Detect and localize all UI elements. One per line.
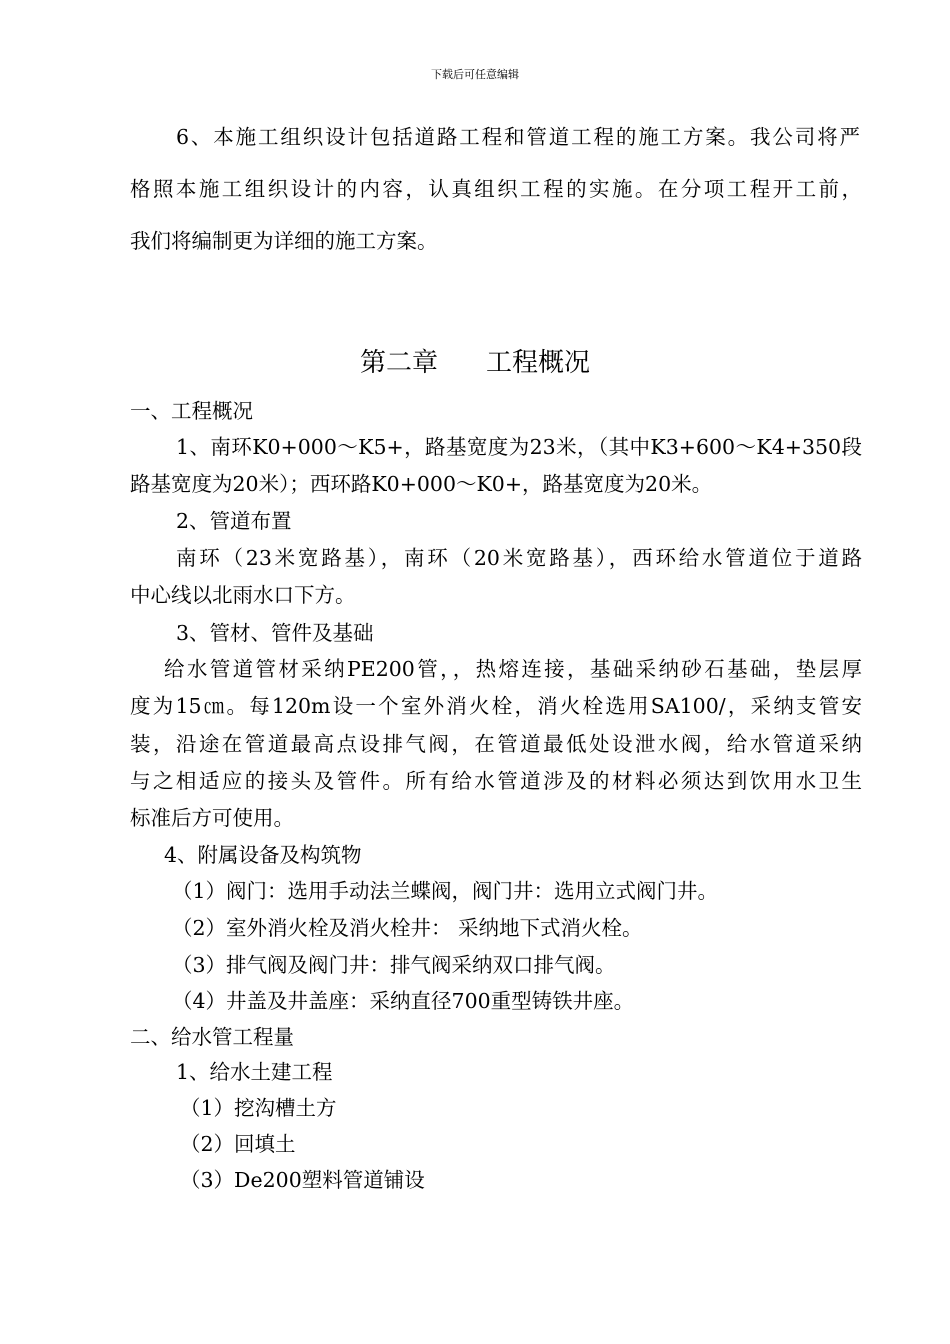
- paragraph-line: 南环（23米宽路基），南环（20米宽路基），西环给水管道位于道路: [176, 546, 862, 570]
- paragraph-line: 路基宽度为20米）；西环路K0+000～K0+，路基宽度为20米。: [130, 472, 713, 496]
- subsection-heading: 3、管材、管件及基础: [176, 621, 374, 645]
- list-item: （2）回填土: [180, 1132, 296, 1156]
- list-item: （1）阀门：选用手动法兰蝶阀，阀门井：选用立式阀门井。: [172, 879, 719, 903]
- section-heading: 二、给水管工程量: [130, 1025, 294, 1049]
- paragraph-line: 度为15㎝。每120m设一个室外消火栓，消火栓选用SA100/，采纳支管安: [130, 694, 862, 718]
- paragraph-line: 中心线以北雨水口下方。: [130, 583, 356, 607]
- list-item: （3）排气阀及阀门井：排气阀采纳双口排气阀。: [172, 953, 616, 977]
- page-header: 下载后可任意编辑: [431, 68, 519, 81]
- paragraph-line: 装，沿途在管道最高点设排气阀，在管道最低处设泄水阀，给水管道采纳: [130, 732, 862, 756]
- paragraph-line: 标准后方可使用。: [130, 806, 294, 830]
- chapter-title: [0, 342, 950, 379]
- paragraph-line: 我们将编制更为详细的施工方案。: [130, 229, 438, 253]
- section-heading: 一、工程概况: [130, 399, 253, 423]
- list-item: （2）室外消火栓及消火栓井： 采纳地下式消火栓。: [172, 916, 643, 940]
- list-item: （4）井盖及井盖座：采纳直径700重型铸铁井座。: [172, 989, 635, 1013]
- paragraph-line: 1、南环K0+000～K5+，路基宽度为23米，（其中K3+600～K4+350段: [176, 435, 862, 459]
- list-item: （3）De200塑料管道铺设: [180, 1168, 425, 1192]
- paragraph-line: 格照本施工组织设计的内容，认真组织工程的实施。在分项工程开工前，: [130, 177, 862, 201]
- subsection-heading: 1、给水土建工程: [176, 1060, 333, 1084]
- paragraph-line: 6、本施工组织设计包括道路工程和管道工程的施工方案。我公司将严: [176, 125, 860, 149]
- chapter-number: 第二章: [359, 348, 438, 378]
- paragraph-line: 给水管道管材采纳PE200管，，热熔连接，基础采纳砂石基础，垫层厚: [164, 657, 862, 681]
- subsection-heading: 4、附属设备及构筑物: [164, 843, 362, 867]
- chapter-name: 工程概况: [486, 348, 591, 378]
- subsection-heading: 2、管道布置: [176, 509, 292, 533]
- list-item: （1）挖沟槽土方: [180, 1096, 337, 1120]
- paragraph-line: 与之相适应的接头及管件。所有给水管道涉及的材料必须达到饮用水卫生: [130, 769, 862, 793]
